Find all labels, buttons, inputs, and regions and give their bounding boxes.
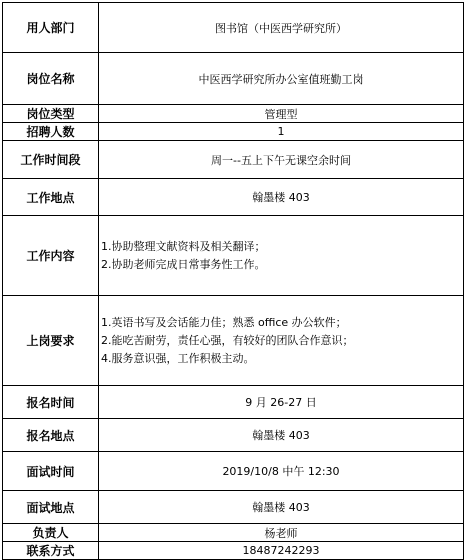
work-hours-label: 工作时间段	[3, 141, 99, 179]
requirement-line: 2.能吃苦耐劳，责任心强，有较好的团队合作意识；	[101, 333, 354, 347]
row-headcount	[3, 123, 464, 141]
row-position-type	[3, 105, 464, 123]
work-content-line: 1.协助整理文献资料及相关翻译；	[101, 239, 266, 253]
contact-info-label: 联系方式	[3, 542, 99, 560]
work-hours-value: 周一--五上下午无课空余时间	[99, 141, 464, 179]
contact-info-value: 18487242293	[99, 542, 464, 560]
row-registration-time	[3, 386, 464, 419]
work-location-label: 工作地点	[3, 179, 99, 216]
row-position-name	[3, 53, 464, 105]
registration-location-value: 翰墨楼 403	[99, 419, 464, 452]
interview-time-value: 2019/10/8 中午 12:30	[99, 452, 464, 491]
registration-time-value: 9 月 26-27 日	[99, 386, 464, 419]
interview-location-label: 面试地点	[3, 491, 99, 524]
row-work-location	[3, 179, 464, 216]
contact-person-label: 负责人	[3, 524, 99, 542]
row-registration-location	[3, 419, 464, 452]
row-requirements	[3, 296, 464, 386]
requirements-label: 上岗要求	[3, 296, 99, 386]
row-department	[3, 3, 464, 53]
interview-time-label: 面试时间	[3, 452, 99, 491]
work-content-line: 2.协助老师完成日常事务性工作。	[101, 257, 266, 271]
department-value: 图书馆（中医西学研究所）	[99, 3, 464, 53]
work-content-value	[99, 216, 464, 296]
row-contact-person	[3, 524, 464, 542]
department-label: 用人部门	[3, 3, 99, 53]
interview-location-value: 翰墨楼 403	[99, 491, 464, 524]
headcount-value: 1	[99, 123, 464, 141]
headcount-label: 招聘人数	[3, 123, 99, 141]
registration-location-label: 报名地点	[3, 419, 99, 452]
position-type-value: 管理型	[99, 105, 464, 123]
work-location-value: 翰墨楼 403	[99, 179, 464, 216]
contact-person-value: 杨老师	[99, 524, 464, 542]
row-interview-time	[3, 452, 464, 491]
position-name-label: 岗位名称	[3, 53, 99, 105]
registration-time-label: 报名时间	[3, 386, 99, 419]
position-name-value: 中医西学研究所办公室值班勤工岗	[99, 53, 464, 105]
requirement-line: 4.服务意识强，工作积极主动。	[101, 351, 255, 365]
job-posting-table	[2, 2, 464, 560]
row-work-hours	[3, 141, 464, 179]
requirement-line: 1.英语书写及会话能力佳；熟悉 office 办公软件；	[101, 315, 347, 329]
row-interview-location	[3, 491, 464, 524]
row-contact-info	[3, 542, 464, 560]
work-content-label: 工作内容	[3, 216, 99, 296]
row-work-content	[3, 216, 464, 296]
position-type-label: 岗位类型	[3, 105, 99, 123]
requirements-value	[99, 296, 464, 386]
